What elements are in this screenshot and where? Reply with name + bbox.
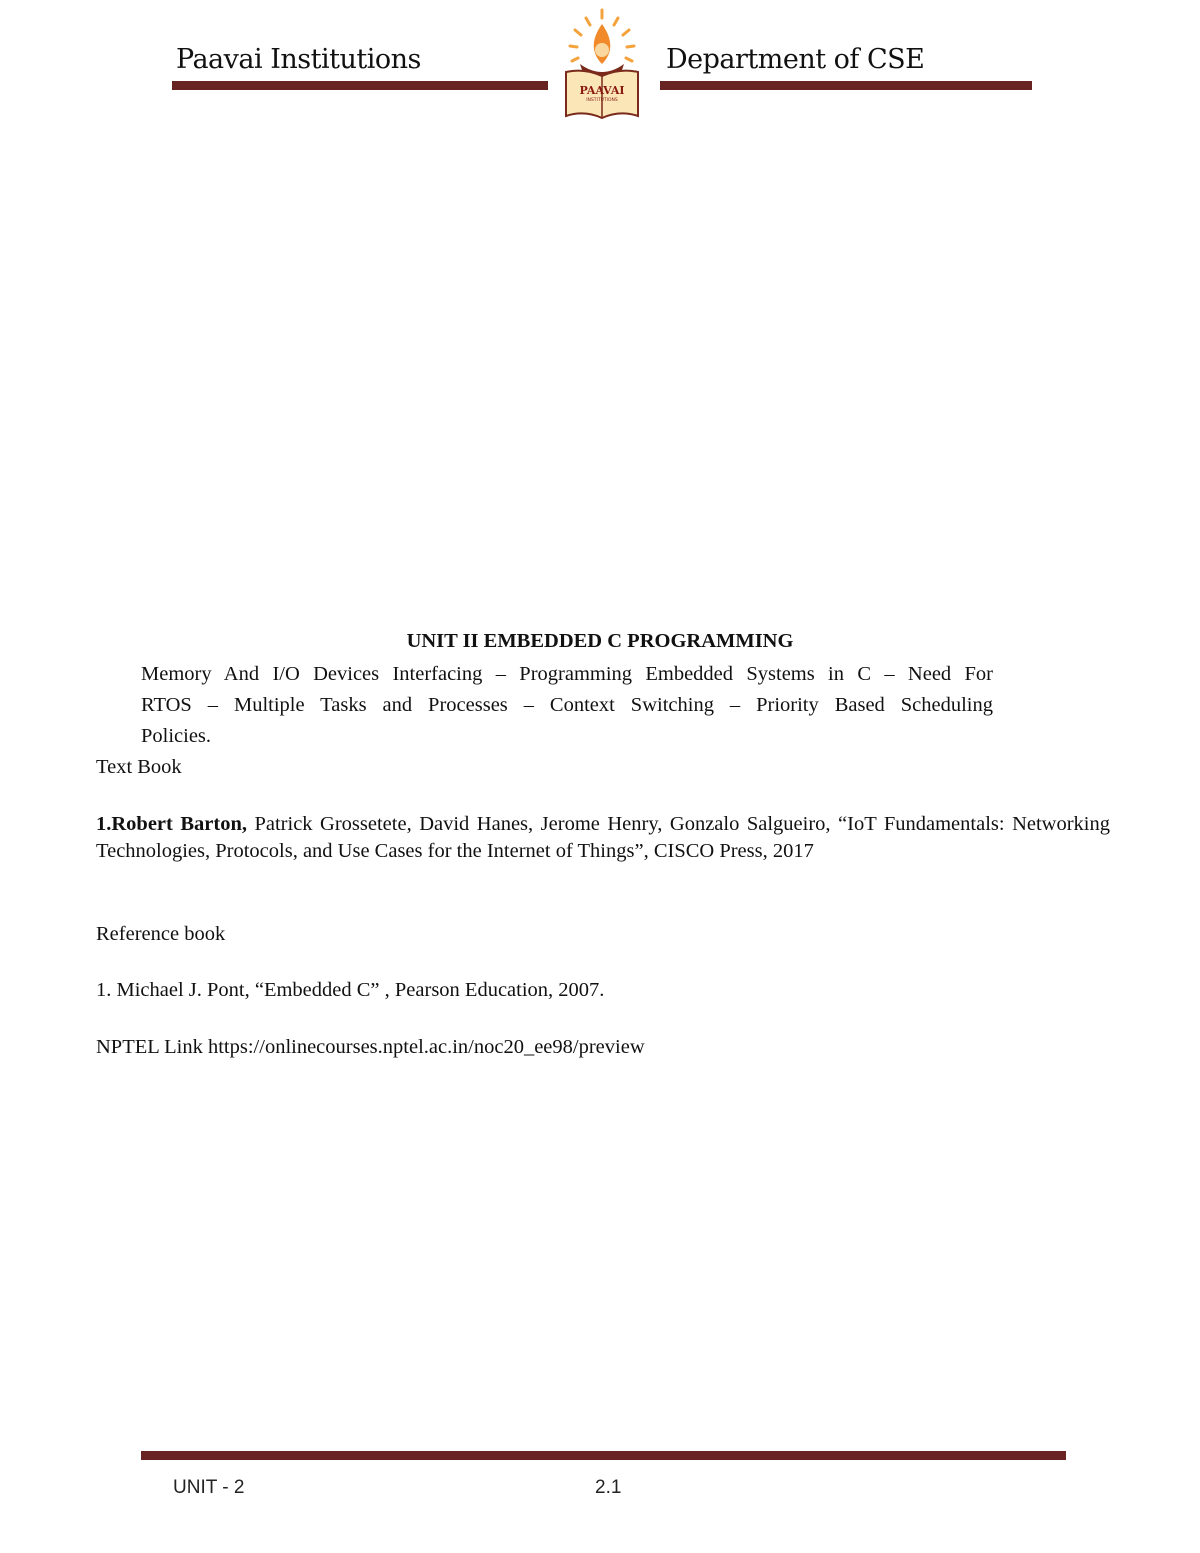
paavai-logo xyxy=(562,6,642,122)
text-book-author-first: 1.Robert Barton, xyxy=(96,813,247,835)
syllabus-line-3: Policies. xyxy=(141,725,212,747)
text-book-entry-rest: Patrick Grossetete, David Hanes, Jerome Henry, Gonzalo Salgueiro, “IoT Fundamentals: Networking Technologies, Protocols, and Use Cases for the Internet of Things”, CISCO Press, 2017 xyxy=(96,813,1110,862)
logo-text: PAAVAI xyxy=(579,84,625,97)
text-book-heading: Text Book xyxy=(96,756,182,778)
syllabus-line-1: Memory And I/O Devices Interfacing – Programming Embedded Systems in C – Need For xyxy=(141,663,993,685)
footer-unit-label: UNIT - 2 xyxy=(173,1477,245,1498)
lamp-book-logo-icon xyxy=(562,6,642,122)
header-bar-right xyxy=(660,81,1032,90)
department-name: Department of CSE xyxy=(666,44,925,75)
nptel-label: NPTEL Link xyxy=(96,1036,208,1058)
nptel-line xyxy=(96,1032,645,1063)
header-bar-left xyxy=(172,81,548,90)
footer-bar xyxy=(141,1451,1066,1460)
reference-heading: Reference book xyxy=(96,923,226,945)
footer-page-number: 2.1 xyxy=(595,1477,622,1498)
text-book-entry xyxy=(96,811,1110,865)
syllabus-line-2: RTOS – Multiple Tasks and Processes – Context Switching – Priority Based Scheduling xyxy=(141,694,993,716)
nptel-link[interactable]: https://onlinecourses.nptel.ac.in/noc20_ee98/preview xyxy=(207,1036,645,1058)
reference-entry: 1. Michael J. Pont, “Embedded C” , Pearson Education, 2007. xyxy=(96,979,605,1001)
unit-title: UNIT II EMBEDDED C PROGRAMMING xyxy=(406,630,794,652)
institution-name: Paavai Institutions xyxy=(176,44,421,75)
logo-subtext: INSTITUTIONS xyxy=(586,98,618,103)
